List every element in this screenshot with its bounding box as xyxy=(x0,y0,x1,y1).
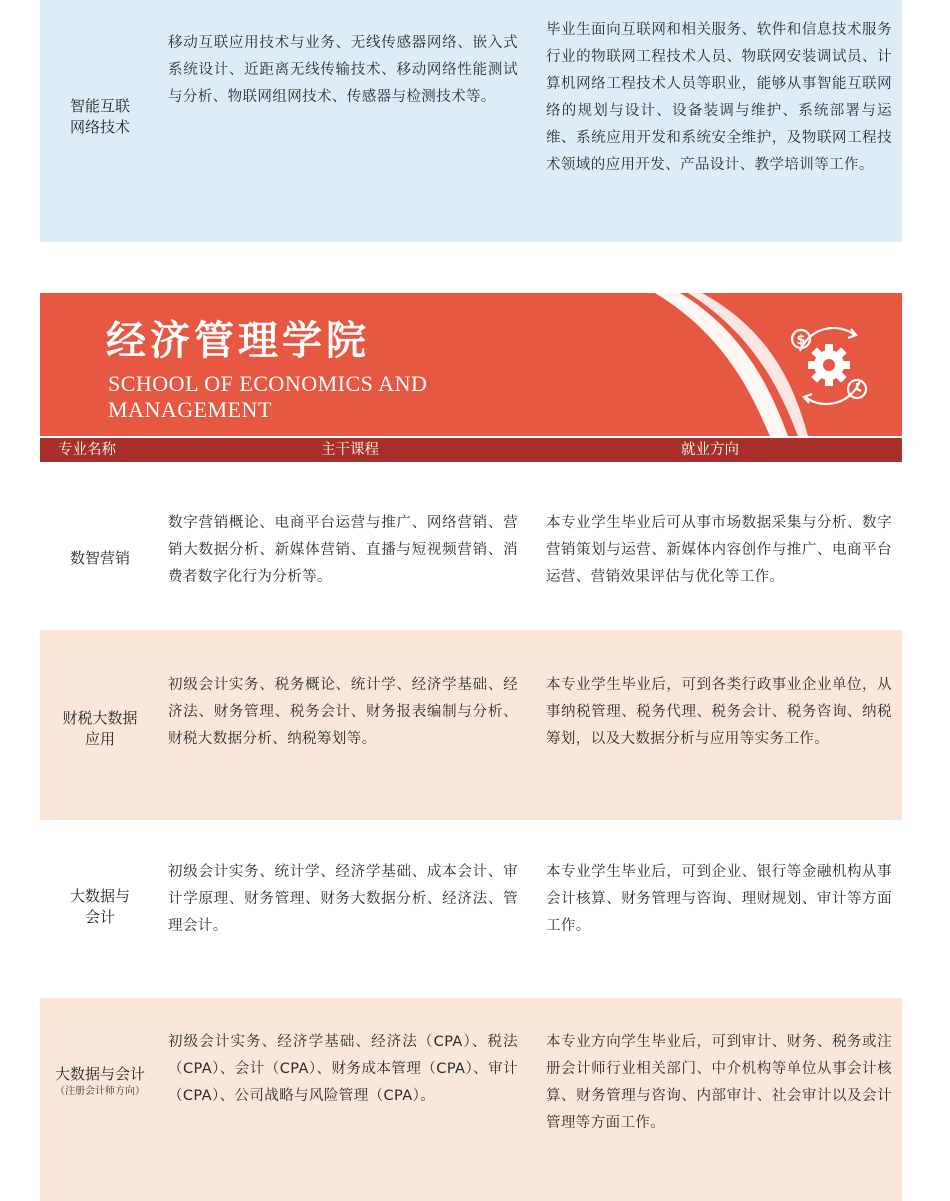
major-row xyxy=(40,630,902,820)
major-careers: 本专业学生毕业后，可到各类行政事业企业单位，从事纳税管理、税务代理、税务会计、税务咨询、纳税筹划，以及大数据分析与应用等实务工作。 xyxy=(546,677,892,747)
major-name-sub: （注册会计师方向） xyxy=(55,1086,145,1097)
major-careers: 本专业学生毕业后可从事市场数据采集与分析、数字营销策划与运营、新媒体内容创作与推广、电商平台运营、营销效果评估与优化等工作。 xyxy=(546,515,892,585)
major-row-smart-network xyxy=(40,0,902,242)
svg-text:$: $ xyxy=(796,333,806,348)
major-courses: 数字营销概论、电商平台运营与推广、网络营销、营销大数据分析、新媒体营销、直播与短视频营销、消费者数字化行为分析等。 xyxy=(168,515,518,585)
school-title-en: SCHOOL OF ECONOMICS AND MANAGEMENT xyxy=(108,371,428,422)
header-careers: 就业方向 xyxy=(681,442,739,458)
header-major-name: 专业名称 xyxy=(58,442,116,458)
major-courses: 初级会计实务、经济学基础、经济法（CPA）、税法（CPA）、会计（CPA）、财务成本管理（CPA）、审计（CPA）、公司战略与风险管理（CPA）。 xyxy=(168,1034,518,1104)
major-careers: 本专业方向学生毕业后，可到审计、财务、税务或注册会计师行业相关部门、中介机构等单位从事会计核算、财务管理与咨询、内部审计、社会审计以及会计管理等方面工作。 xyxy=(546,1034,892,1131)
major-courses: 移动互联应用技术与业务、无线传感器网络、嵌入式系统设计、近距离无线传输技术、移动网络性能测试与分析、物联网组网技术、传感器与检测技术等。 xyxy=(168,35,518,105)
header-courses: 主干课程 xyxy=(321,442,379,458)
major-name: 大数据与会计 （注册会计师方向） xyxy=(40,1064,160,1099)
major-name: 大数据与 会计 xyxy=(69,887,130,926)
school-title-cn: 经济管理学院 xyxy=(106,317,370,364)
dollar-gear-clock-icon xyxy=(785,321,875,411)
major-name: 数智营销 xyxy=(69,549,130,567)
table-header xyxy=(40,438,902,462)
major-courses: 初级会计实务、税务概论、统计学、经济学基础、经济法、财务管理、税务会计、财务报表编制与分析、财税大数据分析、纳税筹划等。 xyxy=(168,677,518,747)
major-courses: 初级会计实务、统计学、经济学基础、成本会计、审计学原理、财务管理、财务大数据分析、经济法、管理会计。 xyxy=(168,864,518,934)
major-name: 智能互联 网络技术 xyxy=(69,97,130,136)
major-careers: 毕业生面向互联网和相关服务、软件和信息技术服务行业的物联网工程技术人员、物联网安装调试员、计算机网络工程技术人员等职业，能够从事智能互联网络的规划与设计、设备装调与维护、系统部署与运维、系统应用开发和系统安全维护，及物联网工程技术领域的应用开发、产品设计、教学培训等工作。 xyxy=(546,22,892,173)
major-row xyxy=(40,480,902,630)
major-row xyxy=(40,998,902,1201)
major-name: 财税大数据 应用 xyxy=(62,709,138,748)
school-banner xyxy=(40,293,902,436)
major-careers: 本专业学生毕业后，可到企业、银行等金融机构从事会计核算、财务管理与咨询、理财规划、审计等方面工作。 xyxy=(546,864,892,934)
major-row xyxy=(40,820,902,998)
